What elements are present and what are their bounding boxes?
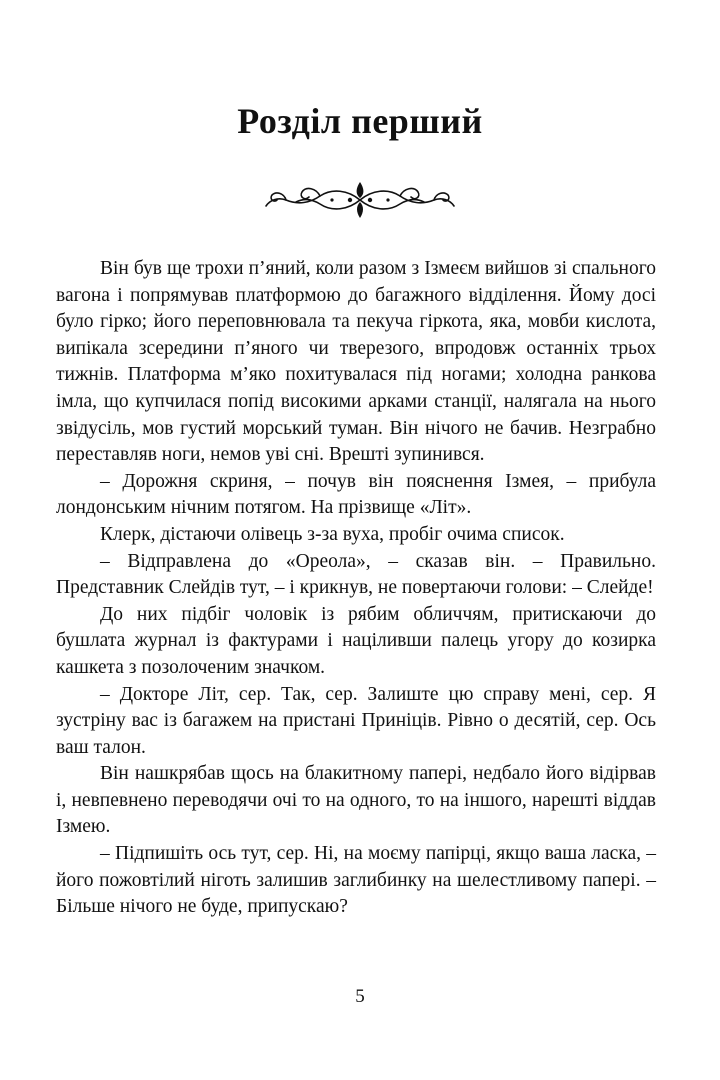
paragraph-5: До них підбіг чоловік із рябим обличчям, притискаючи до бушлата журнал із фактурами і націливши палець угору до козирка кашкета з позолоченим значком. bbox=[56, 603, 656, 678]
chapter-text bbox=[56, 256, 656, 921]
paragraph-3: Клерк, дістаючи олівець з-за вуха, пробіг очима список. bbox=[100, 523, 565, 545]
page-number: 5 bbox=[355, 986, 365, 1007]
chapter-title: Розділ перший bbox=[237, 101, 483, 141]
paragraph-8: – Підпишіть ось тут, сер. Ні, на моєму папірці, якщо ваша ласка, – його пожовтілий ніготь залишив заглибинку на шелестливому папері. – Більше нічого не буде, припускаю? bbox=[56, 843, 656, 918]
paragraph-1: Він був ще трохи п’яний, коли разом з Ізмеєм вийшов зі спального вагона і попрямував платформою до багажного відділення. Йому досі було гірко; його переповнювала та пекуча гіркота, яка, мовби кислота, випікала зсередини п’яного чи тверезого, впродовж останніх трьох тижнів. Платформа м’яко похитувалася під ногами; холодна ранкова імла, що купчилася попід високими арками станції, налягала на нього звідусіль, мов густий морський туман. Він нічого не бачив. Незграбно переставляв ноги, немов уві сні. Врешті зупинився. bbox=[56, 258, 656, 466]
paragraph-2: – Дорожня скриня, – почув він пояснення Ізмея, – прибула лондонським нічним потягом. На прізвище «Літ». bbox=[56, 470, 656, 519]
paragraph-7: Він нашкрябав щось на блакитному папері, недбало його відірвав і, невпевнено переводячи очі то на одного, то на іншого, нарешті віддав Ізмею. bbox=[56, 763, 656, 838]
paragraph-4: – Відправлена до «Ореола», – сказав він. – Правильно. Представник Слейдів тут, – і крикнув, не повертаючи голови: – Слейде! bbox=[56, 550, 656, 599]
paragraph-6: – Докторе Літ, сер. Так, сер. Залиште цю справу мені, сер. Я зустріну вас із багажем на пристані Приніців. Рівно о десятій, сер. Ось ваш талон. bbox=[56, 683, 656, 758]
ornament-flourish-icon bbox=[262, 178, 458, 222]
